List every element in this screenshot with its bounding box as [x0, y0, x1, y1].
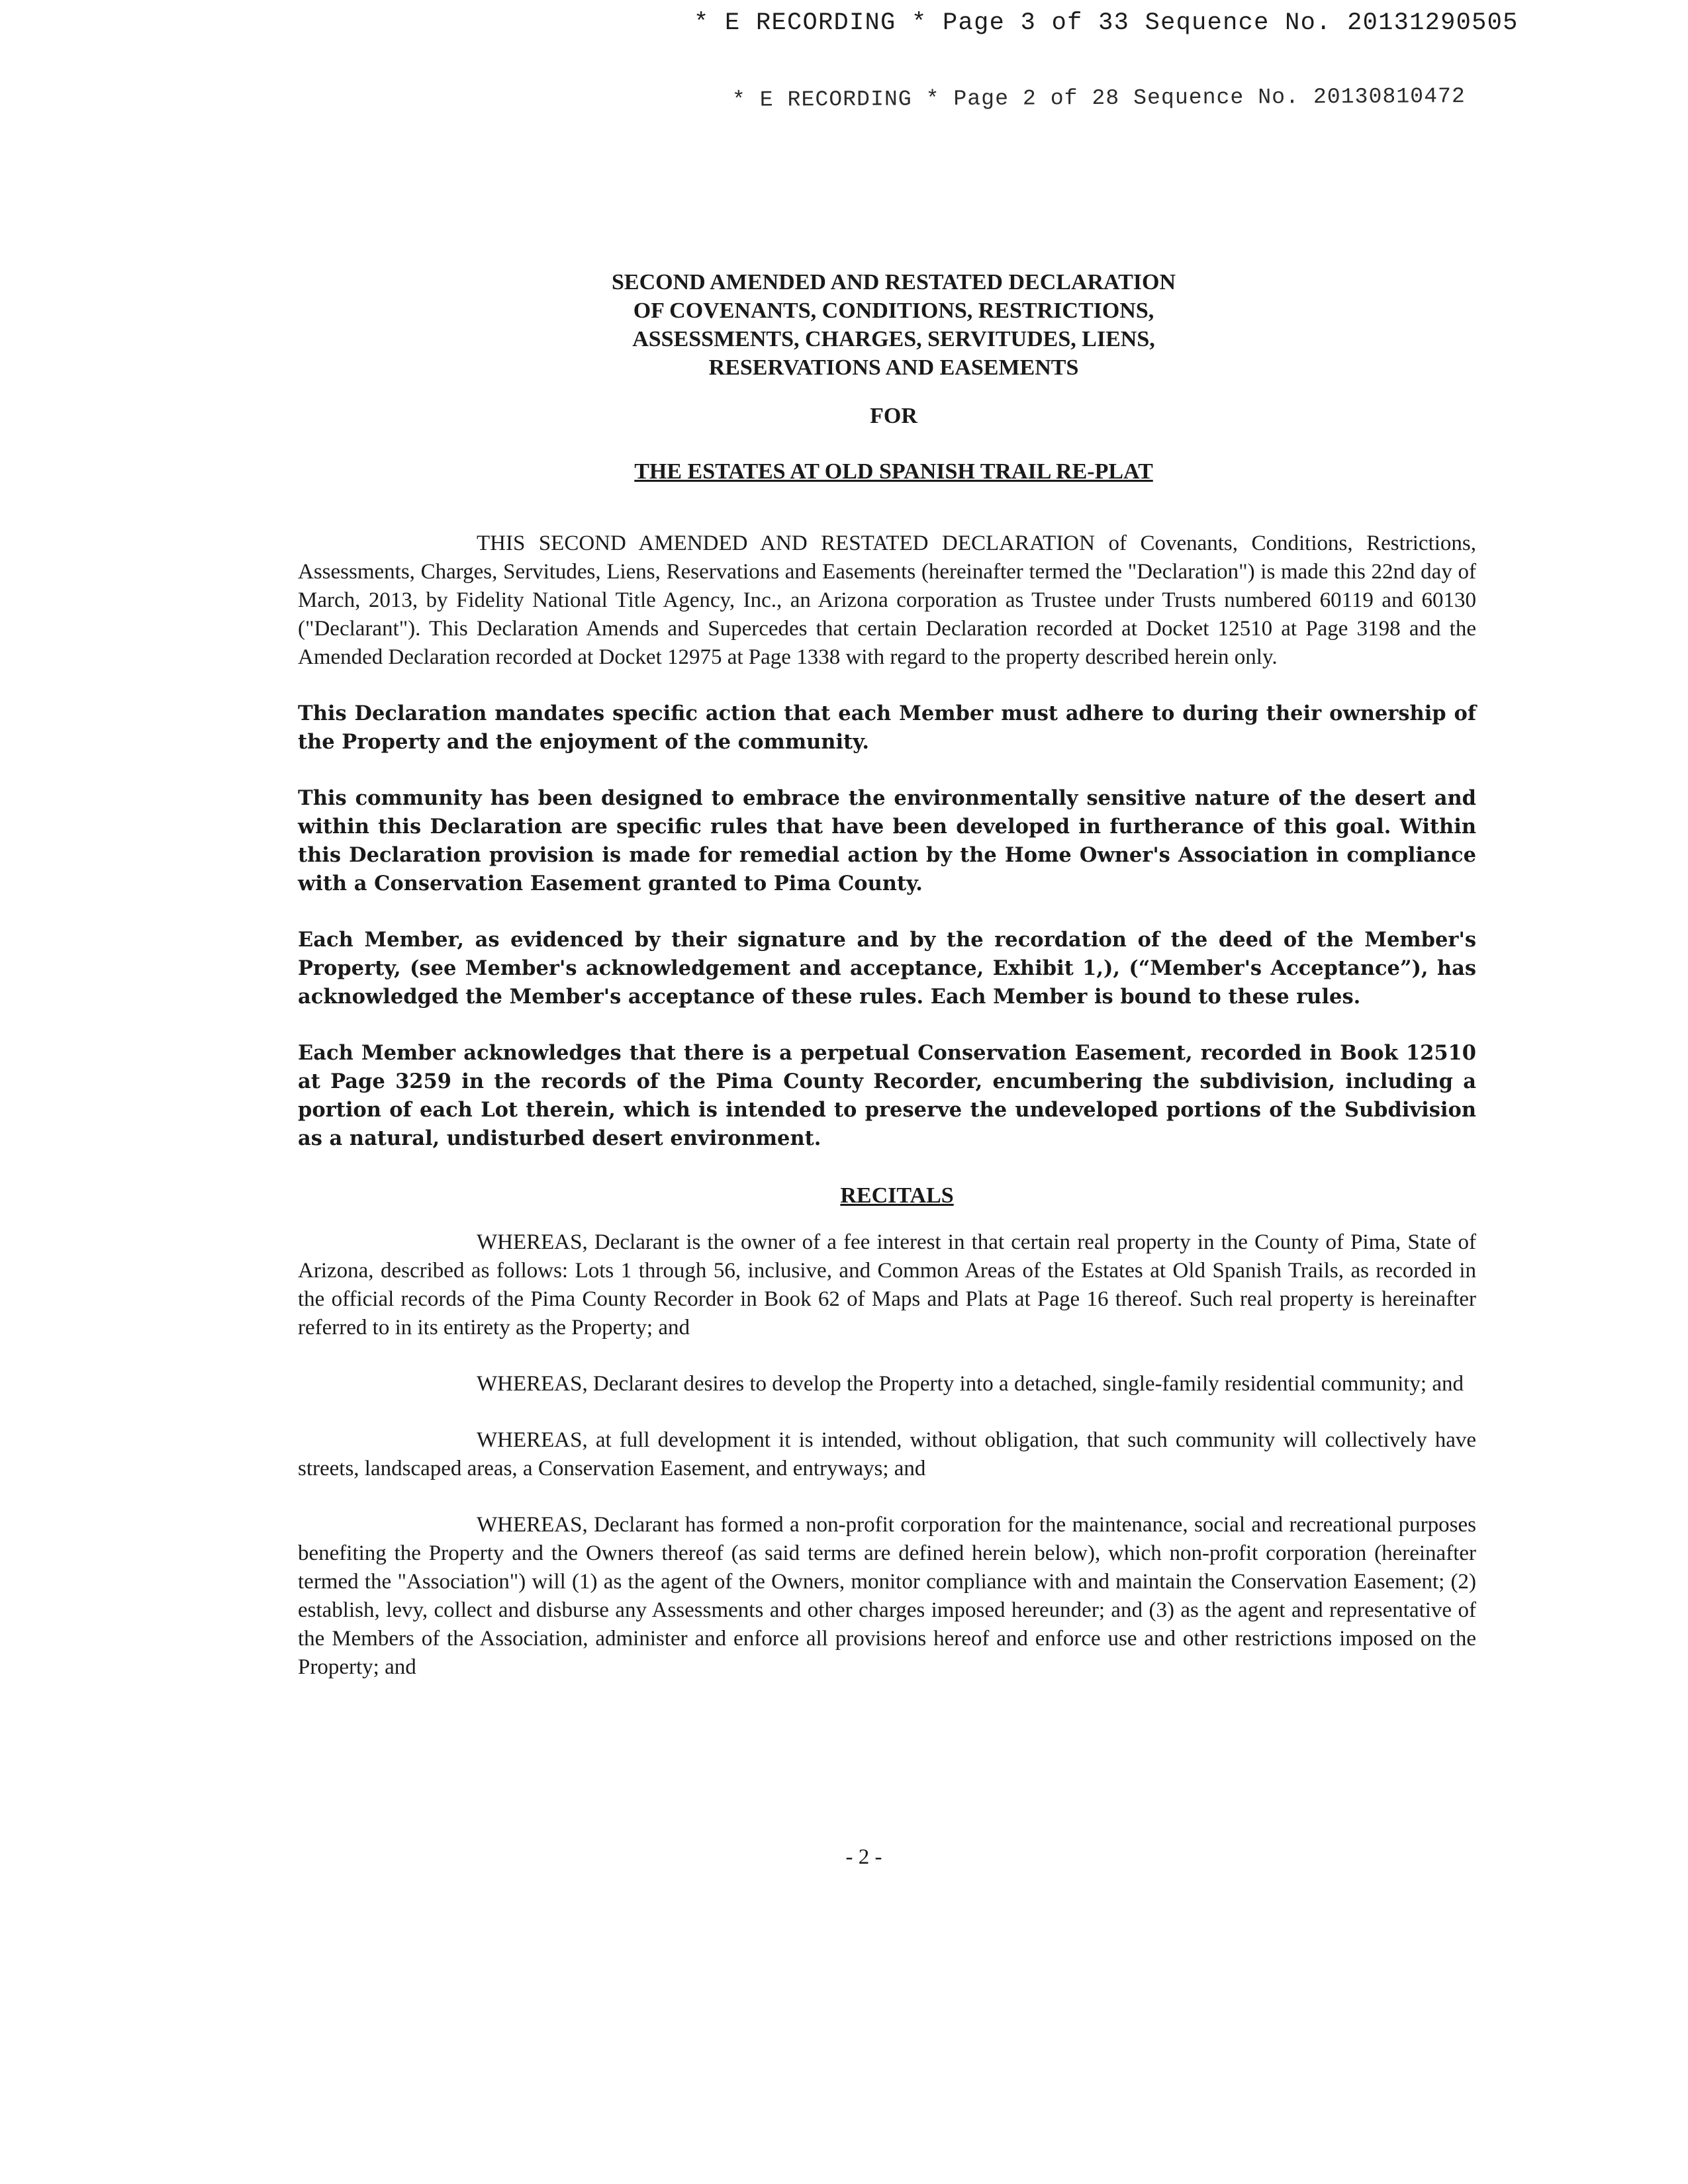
document-page [298, 268, 1476, 1682]
title-line-2: OF COVENANTS, CONDITIONS, RESTRICTIONS, [633, 298, 1154, 323]
for-label: FOR [870, 404, 917, 428]
member-acknowledgement-paragraph: Each Member, as evidenced by their signature and by the recordation of the deed of the Member's Property, (see Member's acknowledgement and acceptance, Exhibit 1,), (“Member's Acceptance”), has acknowledged the Member's acceptance of these rules. Each Member is bound to these rules. [298, 928, 1476, 1009]
community-paragraph: This community has been designed to embrace the environmentally sensitive nature of the desert and within this Declaration are specific rules that have been developed in furtherance of this goal. Within this Declaration provision is made for remedial action by the Home Owner's Association in compliance with a Conservation Easement granted to Pima County. [298, 786, 1476, 895]
conservation-easement-paragraph: Each Member acknowledges that there is a perpetual Conservation Easement, recorded in Book 12510 at Page 3259 in the records of the Pima County Recorder, encumbering the subdivision, including a portion of each Lot therein, which is intended to preserve the undeveloped portions of the Subdivision as a natural, undisturbed desert environment. [298, 1041, 1476, 1150]
mandate-paragraph: This Declaration mandates specific action that each Member must adhere to during their ownership of the Property and the enjoyment of the community. [298, 702, 1476, 754]
title-line-3: ASSESSMENTS, CHARGES, SERVITUDES, LIENS, [632, 327, 1155, 351]
whereas-paragraph-2: WHEREAS, Declarant desires to develop the Property into a detached, single-family residential community; and [477, 1372, 1464, 1396]
whereas-paragraph-3: WHEREAS, at full development it is intended, without obligation, that such community will collectively have streets, landscaped areas, a Conservation Easement, and entryways; and [298, 1428, 1476, 1480]
property-subtitle: THE ESTATES AT OLD SPANISH TRAIL RE-PLAT [634, 459, 1153, 484]
whereas-paragraph-1: WHEREAS, Declarant is the owner of a fee interest in that certain real property in the County of Pima, State of Arizona, described as follows: Lots 1 through 56, inclusive, and Common Areas of the Estates at Old Spanish Trails, as recorded in the official records of the Pima County Recorder in Book 62 of Maps and Plats at Page 16 thereof. Such real property is hereinafter referred to in its entirety as the Property; and [298, 1230, 1476, 1340]
title-line-1: SECOND AMENDED AND RESTATED DECLARATION [611, 270, 1176, 295]
whereas-paragraph-4: WHEREAS, Declarant has formed a non-profit corporation for the maintenance, social and recreational purposes benefiting the Property and the Owners thereof (as said terms are defined herein below), which non-profit corporation (hereinafter termed the "Association") will (1) as the agent of the Owners, monitor compliance with and maintain the Conservation Easement; (2) establish, levy, collect and disburse any Assessments and other charges imposed hereunder; and (3) as the agent and representative of the Members of the Association, administer and enforce all provisions hereof and enforce use and other restrictions imposed on the Property; and [298, 1513, 1476, 1679]
recording-stamp-current: * E RECORDING * Page 3 of 33 Sequence No. 20131290505 [694, 9, 1519, 37]
title-line-4: RESERVATIONS AND EASEMENTS [708, 355, 1079, 380]
recording-stamp-original: * E RECORDING * Page 2 of 28 Sequence No. 20130810472 [731, 84, 1466, 113]
declaration-title [311, 268, 1476, 382]
page-number: - 2 - [845, 1845, 882, 1869]
recitals-heading: RECITALS [840, 1183, 954, 1208]
intro-paragraph: THIS SECOND AMENDED AND RESTATED DECLARATION of Covenants, Conditions, Restrictions, Assessments, Charges, Servitudes, Liens, Reservations and Easements (hereinafter termed the "Declaration") is made this 22nd day of March, 2013, by Fidelity National Title Agency, Inc., an Arizona corporation as Trustee under Trusts numbered 60119 and 60130 ("Declarant"). This Declaration Amends and Supercedes that certain Declaration recorded at Docket 12510 at Page 3198 and the Amended Declaration recorded at Docket 12975 at Page 1338 with regard to the property described herein only. [298, 531, 1476, 669]
